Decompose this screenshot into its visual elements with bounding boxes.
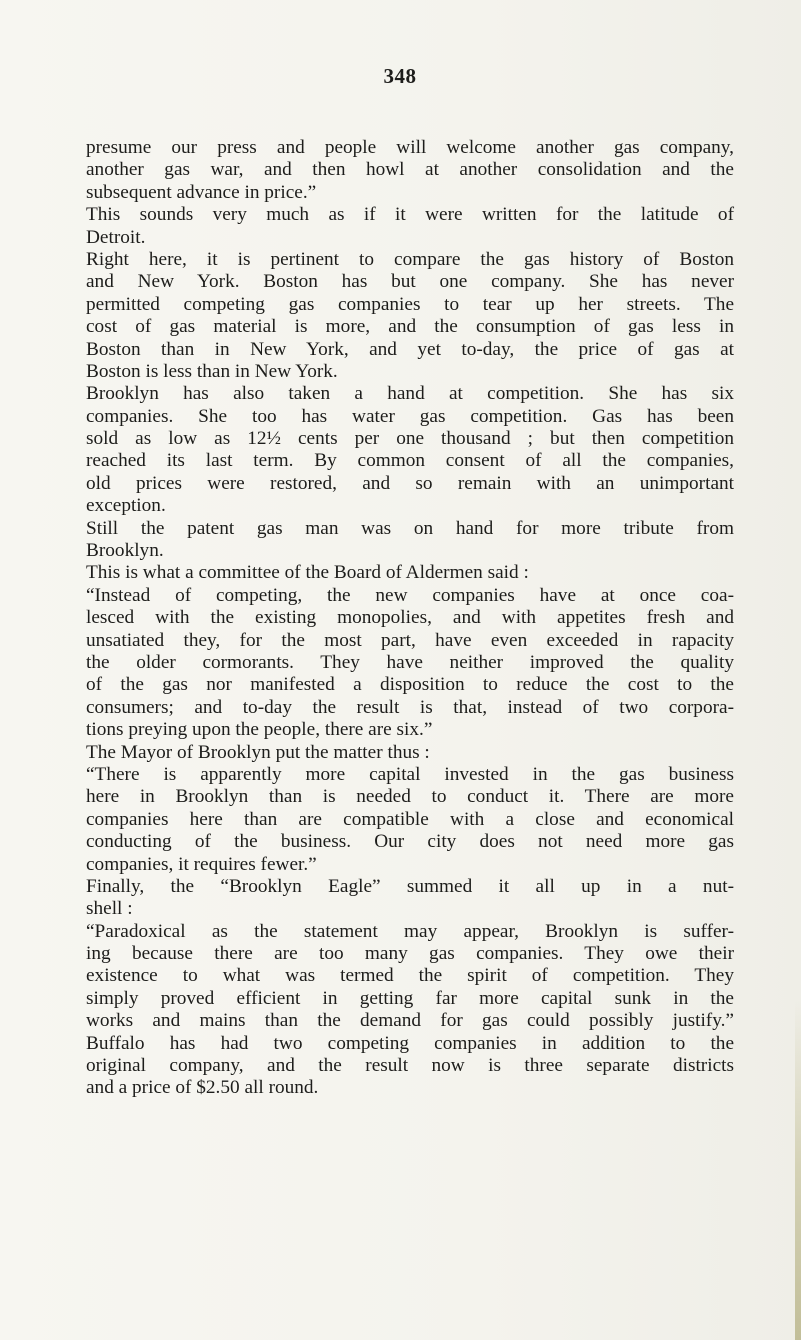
text-line: companies here than are compatible with a close and economical — [86, 808, 734, 830]
text-line: Boston is less than in New York. — [86, 360, 338, 382]
text-line: another gas war, and then howl at another consolidation and the — [86, 159, 734, 181]
text-line: permitted competing gas companies to tear up her streets. The — [86, 293, 734, 315]
text-line: works and mains than the demand for gas could possibly justify.” — [86, 1010, 734, 1032]
text-line: Brooklyn has also taken a hand at competition. She has six — [86, 383, 734, 405]
page-number: 348 — [383, 64, 417, 88]
text-line: the older cormorants. They have neither improved the quality — [86, 651, 734, 673]
text-line: conducting of the business. Our city does not need more gas — [86, 831, 734, 853]
text-line: original company, and the result now is three separate districts — [86, 1055, 734, 1077]
page-edge-shadow — [795, 1000, 801, 1340]
text-line: shell : — [86, 898, 133, 920]
text-line: and New York. Boston has but one company. She has never — [86, 271, 734, 293]
text-line: subsequent advance in price.” — [86, 181, 317, 203]
text-line: Boston than in New York, and yet to-day, the price of gas at — [86, 338, 734, 360]
text-line: presume our press and people will welcome another gas company, — [86, 137, 734, 158]
text-line: Detroit. — [86, 226, 146, 248]
text-line: reached its last term. By common consent of all the companies, — [86, 450, 734, 472]
text-line: Right here, it is pertinent to compare the gas history of Boston — [86, 248, 734, 270]
text-line: companies, it requires fewer.” — [86, 853, 317, 875]
text-line: and a price of $2.50 all round. — [86, 1077, 319, 1099]
text-line: simply proved efficient in getting far more capital sunk in the — [86, 987, 734, 1009]
text-line: ing because there are too many gas companies. They owe their — [86, 943, 734, 965]
text-line: “Paradoxical as the statement may appear, Brooklyn is suffer- — [86, 920, 734, 942]
text-line: sold as low as 12½ cents per one thousand ; but then competition — [86, 428, 734, 450]
text-line: The Mayor of Brooklyn put the matter thus : — [86, 741, 430, 763]
text-line: lesced with the existing monopolies, and with appetites fresh and — [86, 607, 734, 629]
text-line: existence to what was termed the spirit of competition. They — [86, 965, 734, 987]
text-line: of the gas nor manifested a disposition to reduce the cost to the — [86, 674, 734, 696]
text-line: here in Brooklyn than is needed to conduct it. There are more — [86, 786, 734, 808]
text-line: exception. — [86, 495, 166, 517]
text-line: cost of gas material is more, and the consumption of gas less in — [86, 316, 734, 338]
text-line: unsatiated they, for the most part, have even exceeded in rapacity — [86, 629, 734, 651]
text-line: This is what a committee of the Board of Aldermen said : — [86, 562, 529, 584]
text-line: consumers; and to-day the result is that, instead of two corpora- — [86, 696, 734, 718]
text-line: tions preying upon the people, there are six.” — [86, 719, 433, 741]
text-line: companies. She too has water gas competition. Gas has been — [86, 405, 734, 427]
text-line: Still the patent gas man was on hand for more tribute from — [86, 517, 734, 539]
text-line: Finally, the “Brooklyn Eagle” summed it all up in a nut- — [86, 875, 734, 897]
body-text — [86, 137, 734, 1100]
text-line: Brooklyn. — [86, 540, 164, 562]
text-line: “Instead of competing, the new companies have at once coa- — [86, 584, 734, 606]
text-line: old prices were restored, and so remain with an unimportant — [86, 472, 734, 494]
text-line: This sounds very much as if it were written for the latitude of — [86, 204, 734, 226]
text-line: Buffalo has had two competing companies in addition to the — [86, 1032, 734, 1054]
text-line: “There is apparently more capital invested in the gas business — [86, 763, 734, 785]
